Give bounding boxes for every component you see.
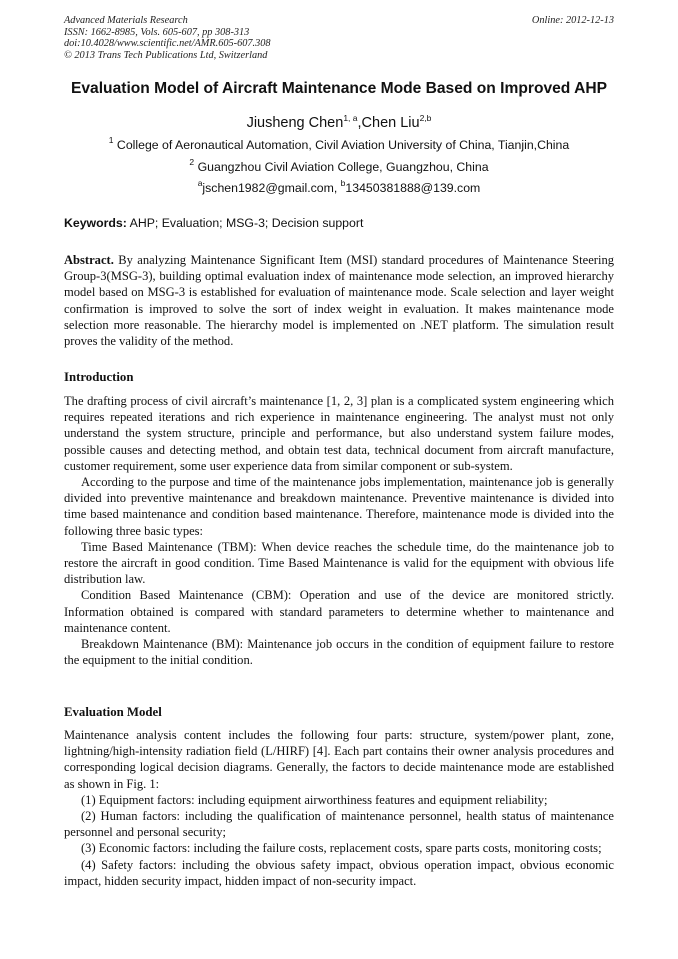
intro-paragraph: According to the purpose and time of the maintenance jobs implementation, maintenance job is generally divided into preventive maintenance and breakdown maintenance. Preventive maintenance is divided into time based maintenance and condition based maintenance. Therefore, maintenance mode is divided into the following three basic types:: [64, 475, 614, 538]
evaluation-model-heading: Evaluation Model: [64, 705, 162, 719]
affiliation-2-text: Guangzhou Civil Aviation College, Guangzhou, China: [194, 160, 489, 174]
affiliation-1-text: College of Aeronautical Automation, Civil Aviation University of China, Tianjin,China: [113, 138, 570, 152]
abstract-text: By analyzing Maintenance Significant Item (MSI) standard procedures of Maintenance Steering Group-3(MSG-3), building optimal evaluation index of maintenance mode selection, an improved hierarchy model based on MSG-3 is established for evaluation of maintenance mode. Scale selection and layer weight confirmation is improved to solve the sort of index weight in evaluation. It makes maintenance mode selection more reasonable. The hierarchy model is implemented on .NET platform. The simulation result proves the validity of the method.: [64, 253, 614, 349]
author-2-sup: 2,b: [419, 113, 432, 123]
intro-paragraph: Condition Based Maintenance (CBM): Operation and use of the device are monitored strictly. Information obtained is compared with standard parameters to determine whether to maintenance and maintenance content.: [64, 588, 614, 635]
email-a-sup: a: [197, 178, 203, 188]
copyright-line: © 2013 Trans Tech Publications Ltd, Switzerland: [64, 49, 268, 61]
abstract-label: Abstract.: [64, 253, 114, 267]
introduction-body: [64, 393, 614, 668]
evaluation-model-body: [64, 727, 614, 889]
eval-factor-item: (3) Economic factors: including the failure costs, replacement costs, spare parts costs, monitoring costs;: [81, 841, 602, 856]
emails: [0, 178, 678, 195]
issn-line: ISSN: 1662-8985, Vols. 605-607, pp 308-313: [64, 26, 250, 38]
eval-factor-item: (4) Safety factors: including the obvious safety impact, obvious operation impact, obvious economic impact, hidden security impact, hidden impact of non-security impact.: [64, 857, 614, 888]
author-1-sup: 1, a: [343, 113, 358, 123]
introduction-heading: Introduction: [64, 370, 134, 384]
intro-paragraph: Time Based Maintenance (TBM): When device reaches the schedule time, do the maintenance job to restore the aircraft in good condition. Time Based Maintenance is valid for the equipment with obvious life distribution law.: [64, 539, 614, 587]
author-1: Jiusheng Chen: [246, 115, 344, 131]
keywords-label: Keywords:: [64, 216, 127, 230]
email-b-sup: b: [340, 178, 346, 188]
author-line: [0, 115, 678, 131]
keywords: [64, 216, 363, 230]
journal-header: [64, 15, 614, 61]
email-a: jschen1982@gmail.com,: [202, 181, 341, 195]
intro-paragraph: Breakdown Maintenance (BM): Maintenance job occurs in the condition of equipment failure to restore the equipment to the initial condition.: [64, 637, 614, 668]
email-b: 13450381888@139.com: [345, 181, 481, 195]
journal-name: Advanced Materials Research: [64, 15, 188, 26]
eval-paragraph: Maintenance analysis content includes the following four parts: structure, system/power plant, zone, lightning/high-intensity radiation field (L/HIRF) [4]. Each part contains their owner analysis procedures and corresponding logical decision diagrams. Generally, the factors to decide maintenance mode are established as shown in Fig. 1:: [64, 728, 614, 791]
online-date: Online: 2012-12-13: [531, 15, 614, 26]
affiliation-1: [0, 135, 678, 152]
intro-paragraph: The drafting process of civil aircraft’s maintenance [1, 2, 3] plan is a complicated system engineering which requires repeated iterations and rich experience in maintenance engineering. The analyst must not only understand the system structure, principle and performance, but also understand system failure modes, possible causes and detecting method, and obtain test data, technical document from aircraft manufacture, customer requirement, some user experience data from similar component or sub-system.: [64, 394, 614, 473]
affiliation-2-sup: 2: [189, 157, 195, 167]
affiliation-2: [0, 157, 678, 174]
author-separator: ,: [357, 115, 362, 131]
eval-factor-item: (1) Equipment factors: including equipment airworthiness features and equipment reliability;: [81, 792, 548, 807]
affiliation-1-sup: 1: [108, 135, 114, 145]
eval-factor-item: (2) Human factors: including the qualification of maintenance personnel, health status of maintenance personnel and personal security;: [64, 809, 614, 840]
doi-line: doi:10.4028/www.scientific.net/AMR.605-607.308: [64, 38, 271, 49]
keywords-text: AHP; Evaluation; MSG-3; Decision support: [126, 216, 364, 230]
author-2: Chen Liu: [361, 115, 420, 131]
abstract: [64, 252, 614, 349]
paper-title: Evaluation Model of Aircraft Maintenance Mode Based on Improved AHP: [70, 80, 608, 97]
